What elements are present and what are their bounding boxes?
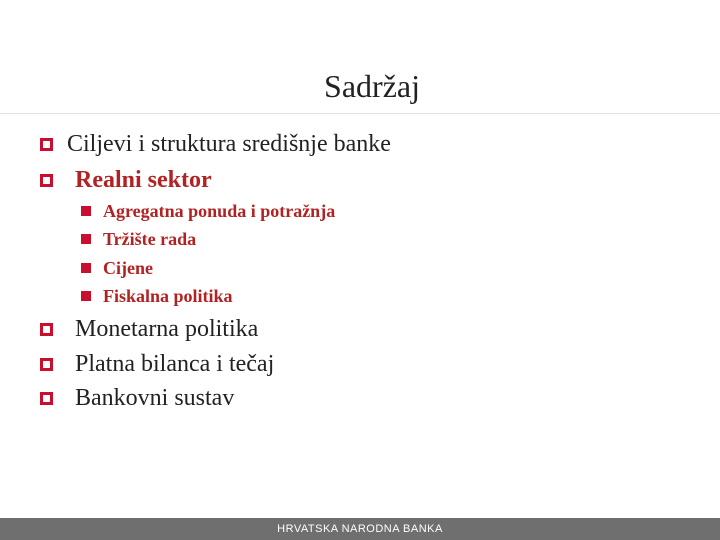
hollow-square-bullet-icon: [40, 323, 53, 336]
sub-list-item: [81, 227, 196, 251]
list-item-label: Monetarna politika: [75, 315, 259, 342]
list-item: [40, 313, 258, 345]
list-item-label: Ciljevi i struktura središnje banke: [67, 130, 391, 157]
list-item-active: [40, 164, 212, 196]
solid-square-bullet-icon: [81, 291, 91, 301]
sub-list-item-label: Fiskalna politika: [103, 285, 233, 306]
list-item-label: Platna bilanca i tečaj: [75, 350, 275, 377]
list-item-label: Bankovni sustav: [75, 384, 235, 411]
sub-list-item: [81, 284, 233, 308]
list-item: [40, 382, 234, 414]
slide-title: Sadržaj: [324, 68, 420, 104]
sub-list-item-label: Agregatna ponuda i potražnja: [103, 200, 336, 221]
list-item: [40, 128, 391, 160]
solid-square-bullet-icon: [81, 206, 91, 216]
sub-list-item: [81, 256, 153, 280]
list-item-label: Realni sektor: [75, 166, 212, 193]
hollow-square-bullet-icon: [40, 392, 53, 405]
solid-square-bullet-icon: [81, 263, 91, 273]
footer-text: HRVATSKA NARODNA BANKA: [277, 523, 443, 535]
solid-square-bullet-icon: [81, 234, 91, 244]
sub-list-item-label: Cijene: [103, 257, 153, 278]
hollow-square-bullet-icon: [40, 358, 53, 371]
list-item: [40, 348, 274, 380]
hollow-square-bullet-icon: [40, 174, 53, 187]
footer-bar: [0, 518, 720, 540]
hollow-square-bullet-icon: [40, 138, 53, 151]
sub-list-item: [81, 199, 335, 223]
sub-list-item-label: Tržište rada: [103, 228, 197, 249]
